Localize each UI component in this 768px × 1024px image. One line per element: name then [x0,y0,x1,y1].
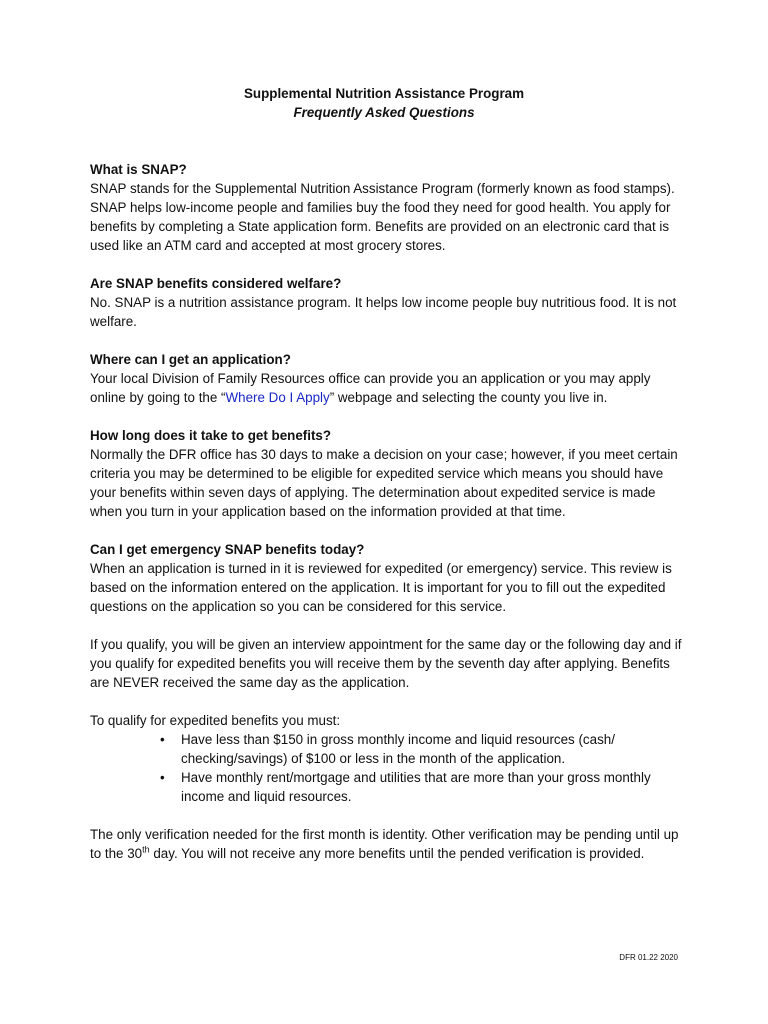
where-do-i-apply-link[interactable]: Where Do I Apply [225,390,330,405]
faq-answer: When an application is turned in it is reviewed for expedited (or emergency) service. This review is based on the information entered on the application. It is important for you to fill out the expedited questions on the application so you can be considered for this service. [90,561,672,614]
requirements-block [90,711,686,806]
requirements-intro: To qualify for expedited benefits you must: [90,713,341,728]
faq-question: Can I get emergency SNAP benefits today? [90,542,365,557]
faq-answer: No. SNAP is a nutrition assistance program. It helps low income people buy nutritious food. It is not welfare. [90,295,677,329]
bullet-icon: • [160,732,165,747]
faq-answer: Normally the DFR office has 30 days to make a decision on your case; however, if you meet certain criteria you may be determined to be eligible for expedited service which means you should have your benefits within seven days of applying. The determination about expedited service is made when you turn in your application based on the information provided at that time. [90,447,678,519]
verification-paragraph [90,825,686,863]
faq-item-welfare [90,274,686,331]
list-item [90,730,686,768]
faq-question: Are SNAP benefits considered welfare? [90,276,342,291]
faq-item-emergency [90,540,686,616]
ordinal-suffix: th [142,844,150,855]
requirement-text: Have less than $150 in gross monthly income and liquid resources (cash/ checking/savings) of $100 or less in the month of the application. [181,732,615,766]
requirement-text: Have monthly rent/mortgage and utilities that are more than your gross monthly income and liquid resources. [181,770,651,804]
qualify-paragraph: If you qualify, you will be given an interview appointment for the same day or the following day and if you qualify for expedited benefits you will receive them by the seventh day after applying. Benefits are NEVER received the same day as the application. [90,637,682,690]
faq-answer: SNAP stands for the Supplemental Nutrition Assistance Program (formerly known as food stamps). SNAP helps low-income people and families buy the food they need for good health. You apply for benefits by completing a State application form. Benefits are provided on an electronic card that is used like an ATM card and accepted at most grocery stores. [90,181,675,253]
faq-item-application [90,350,686,407]
document-title [0,84,768,122]
faq-question: What is SNAP? [90,162,187,177]
verification-block [90,825,686,863]
faq-item-how-long [90,426,686,521]
faq-answer-text: ” webpage and selecting the county you live in. [329,390,608,405]
title-main: Supplemental Nutrition Assistance Program [243,86,525,101]
list-item [90,768,686,806]
faq-item-what-is-snap [90,160,686,255]
faq-content [90,160,686,882]
verification-text: The only verification needed for the first month is identity. Other verification may be pending until up to the 30 [90,827,679,861]
footer-code: DFR 01.22 2020 [619,953,678,962]
requirements-list [90,730,686,806]
verification-text: day. You will not receive any more benefits until the pended verification is provided. [149,846,645,861]
faq-question: Where can I get an application? [90,352,291,367]
title-subtitle: Frequently Asked Questions [293,105,475,120]
faq-answer-text: Your local Division of Family Resources office can provide you an application or you may apply online by going to the “ [90,371,651,405]
faq-question: How long does it take to get benefits? [90,428,332,443]
bullet-icon: • [160,770,165,785]
qualify-paragraph-block [90,635,686,692]
faq-answer [90,369,686,407]
